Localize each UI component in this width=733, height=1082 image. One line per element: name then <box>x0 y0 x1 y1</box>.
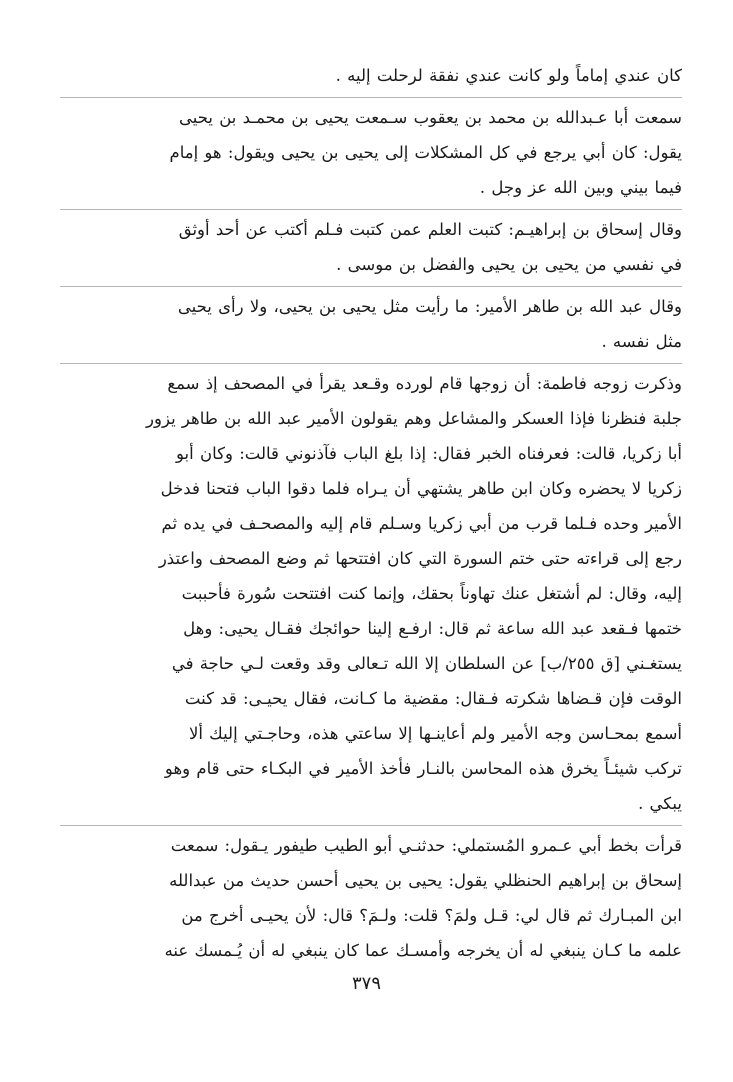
text-line: الوقت فإن قـضاها شكرته فـقال: مقضية ما كـانت، فقال يحيـى: قد كنت <box>184 689 682 708</box>
text-line: مثل نفسه . <box>601 332 682 351</box>
text-line: أبا زكريا، قالت: فعرفناه الخبر فقال: إذا بلغ الباب فآذنوني قالت: وكان أبو <box>176 444 682 463</box>
page-number: ٣٧٩ <box>351 973 381 994</box>
text-line: قرأت بخط أبي عـمرو المُستملي: حدثنـي أبو الطيب طيفور يـقول: سمعت <box>170 836 682 855</box>
text-line: الأمير وحده فـلما قرب من أبي زكريا وسـلم قام إليه والمصحـف في يده ثم <box>161 514 682 533</box>
text-line: تركب شيئـاً يخرق هذه المحاسن بالنـار فأخذ الأمير في البكـاء حتى قام وهو <box>164 759 682 778</box>
paragraph <box>60 828 682 972</box>
text-line: جلبة فنظرنا فإذا العسكر والمشاعل وهم يقولون الأمير عبد الله بن طاهر يزور <box>146 409 682 428</box>
text-line: يقول: كان أبي يرجع في كل المشكلات إلى يحيى بن يحيى ويقول: هو إمام <box>169 143 682 162</box>
text-line: رجع إلى قراءته حتى ختم السورة التي كان افتتحها ثم وضع المصحف واعتذر <box>158 549 682 568</box>
text-line: علمه ما كـان ينبغي له أن يخرجه وأمسـك عما كان ينبغي له أن يُـمسك عنه <box>164 941 682 960</box>
paragraph <box>60 212 682 287</box>
paragraph <box>60 58 682 98</box>
text-line: وذكرت زوجه فاطمة: أن زوجها قام لورده وقـعد يقرأ في المصحف إذ سمع <box>167 374 682 393</box>
text-line: يبكي . <box>638 794 682 813</box>
text-line: سمعت أبا عـبدالله بن محمد بن يعقوب سـمعت يحيى بن محمـد بن يحيى <box>179 108 682 127</box>
paragraph <box>60 366 682 826</box>
text-line: وقال عبد الله بن طاهر الأمير: ما رأيت مثل يحيى بن يحيى، ولا رأى يحيى <box>177 297 682 316</box>
text-line: في نفسي من يحيى بن يحيى والفضل بن موسى . <box>336 255 682 274</box>
page-body <box>60 58 682 974</box>
paragraph <box>60 100 682 210</box>
text-line: زكريا لا يحضره وكان ابن طاهر يشتهي أن يـراه فلما دقوا الباب فتحنا فدخل <box>160 479 682 498</box>
text-line: أسمع بمحـاسن وجه الأمير ولم أعاينـها إلا ساعتي هذه، وحاجـتي إليك ألا <box>188 724 682 743</box>
text-line: فيما بيني وبين الله عز وجل . <box>479 178 682 197</box>
text-line: إسحاق بن إبراهيم الحنظلي يقول: يحيى بن يحيى أحسن حديث من عبدالله <box>169 871 682 890</box>
text-line: ابن المبـارك ثم قال لي: قـل ولمَ؟ قلت: ولـمَ؟ قال: لأن يحيـى أخرج من <box>181 906 682 925</box>
text-line: ختمها فـقعد عبد الله ساعة ثم قال: ارفـع إلينا حوائجك فقـال يحيى: وهل <box>183 619 682 638</box>
text-line: يستغـني [ق ٢٥٥/ب] عن السلطان إلا الله تـعالى وقد وقعت لـي حاجة في <box>171 654 682 673</box>
paragraph <box>60 289 682 364</box>
text-line: كان عندي إماماً ولو كانت عندي نفقة لرحلت إليه . <box>335 66 682 85</box>
text-line: وقال إسحاق بن إبراهيـم: كتبت العلم عمن كتبت فـلم أكتب عن أحد أوثق <box>178 220 682 239</box>
text-line: إليه، وقال: لم أشتغل عنك تهاوناً بحقك، وإنما كنت افتتحت سُورة فأحببت <box>181 584 682 603</box>
